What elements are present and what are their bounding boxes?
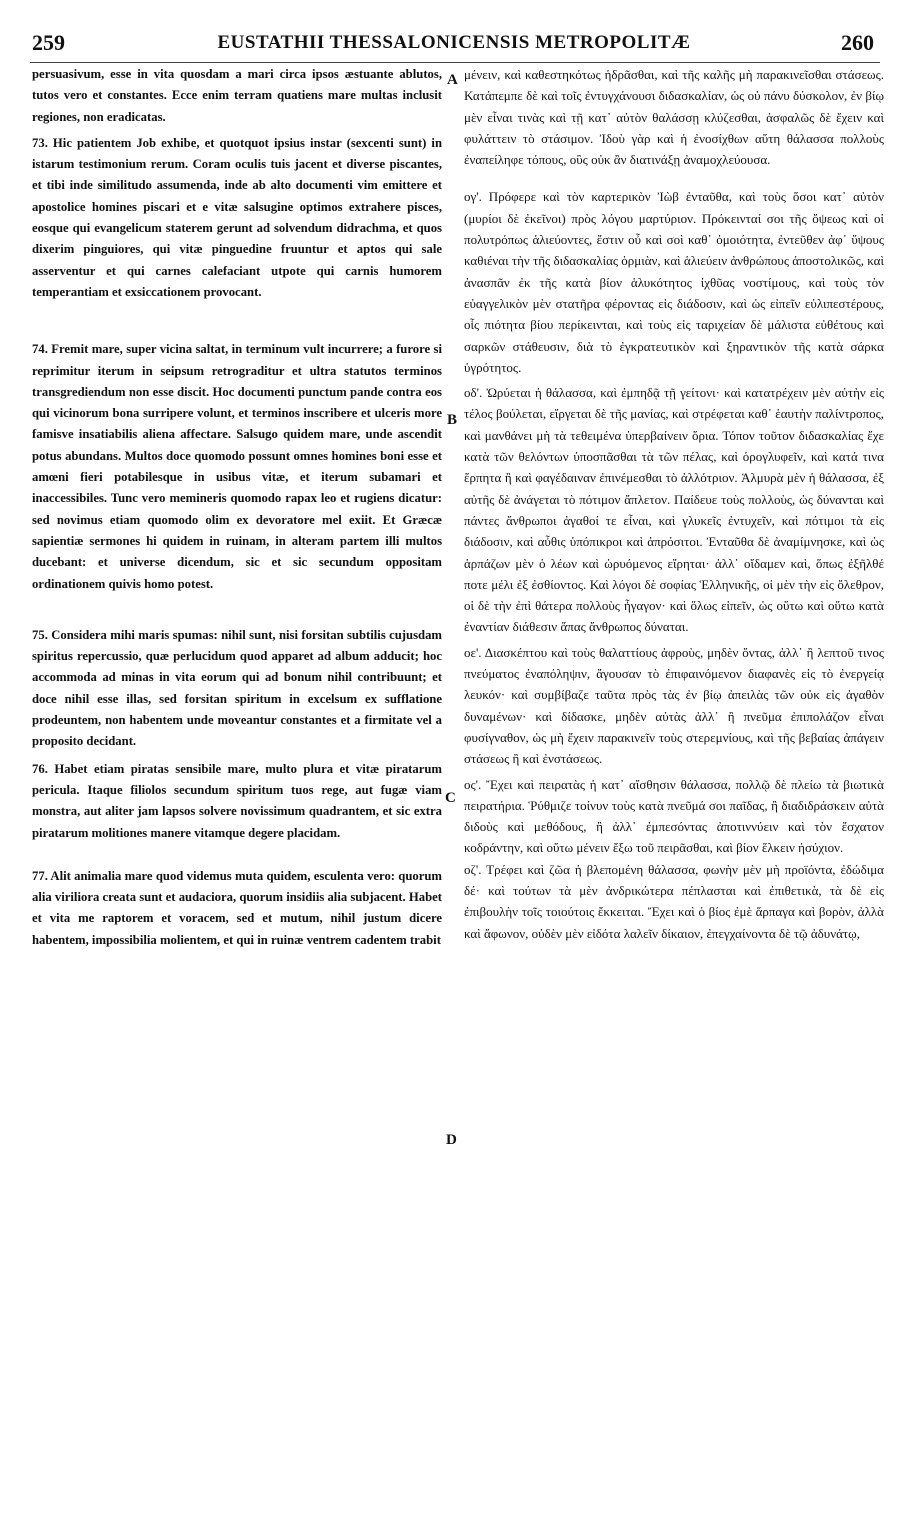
latin-paragraph: persuasivum, esse in vita quosdam a mari circa ipsos æstuante ablutos, tutos vero et constantes. Ecce enim terram quatiens mare multas inclusit regiones, non eradicatas. — [32, 67, 442, 124]
section-marker: D — [446, 1132, 457, 1148]
latin-paragraph: 73. Hic patientem Job exhibe, et quotquot ipsius instar (sexcenti sunt) in istarum testimonium rerum. Coram oculis tuis jacent et diverse piscantes, et tibi inde similitudo assumenda, inde ab alto documenti vim emittere et apostolice homines piscari et e vitæ salsugine optimos extrahere pisces, eosque qui evangelicum staterem gerunt ad solvendum didrachma, et quos dixerim pinguiores, qui vitæ pinguedine fruuntur et aptos qui sale asserventur et qui carnes calefaciant utpote qui carnis humorem temperantiam et exsiccationem provocant. — [32, 135, 442, 299]
greek-paragraph: οζ'. Τρέφει καὶ ζῶα ἡ βλεπομένη θάλασσα, φωνὴν μὲν μὴ προϊόντα, ἐδώδιμα δέ· καὶ τούτων τὰ μὲν ἀνδρικώτερα πέπλασται καὶ ἐπιθετικὰ, τὰ δὲ εἰς ἐπιβουλὴν τοῖς τοιούτοις ἔκκειται. Ἔχει καὶ ὁ βίος ἐμὲ ἅρπαγα καὶ βορὸν, ἀλλὰ καὶ ἄφωνον, οὐδὲν μὲν εἰδότα λαλεῖν δίκαιον, ἐπεγχαίνοντα δὲ τῷ ἀδυνάτῳ, — [464, 861, 884, 941]
section-marker: A — [447, 72, 458, 88]
running-header — [28, 30, 880, 60]
section-marker: B — [447, 412, 458, 428]
latin-paragraph: 76. Habet etiam piratas sensibile mare, multo plura et vitæ piratarum pericula. Itaque filiolos secundum spiritum tuos rege, aut fugæ viam monstra, aut aliter jam lapsos solvere novissimum quadrantem, et sic extra piratarum molitiones manere vitamque degere placidam. — [32, 761, 442, 840]
greek-column — [464, 64, 884, 944]
greek-paragraph: οε'. Διασκέπτου καὶ τοὺς θαλαττίους ἀφροὺς, μηδὲν ὄντας, ἀλλ᾽ ἢ λεπτοῦ τινος πνεύματος ἐναπόληψιν, ἄγουσαν τὸ ἐπιφαινόμενον διαφανὲς εἰς τὸ ἐνεργείᾳ λευκόν· καὶ συμβίβαζε ταῦτα πρὸς τὰς ἐν βίῳ ἀπειλὰς τῶν οὐκ εἰς ἀγαθὸν δυναμένων· καὶ δίδασκε, μηδὲν αὐτὰς ἀλλ᾽ ἢ πνεῦμα ἐπιπολάζον εἶναι φυσίγναθον, ὡς μὴ ἔχειν παρακινεῖν τοὺς στερεμνίους, καὶ τῆς βεβαίας ἀπάγειν στάσεως ἢ καὶ ἐνστάσεως. — [464, 644, 884, 767]
latin-column — [32, 64, 442, 951]
page-number-left: 259 — [32, 30, 65, 55]
latin-paragraph: 74. Fremit mare, super vicina saltat, in terminum vult incurrere; a furore si reprimitur iterum in seipsum retrograditur et ultra statutos terminos transgrediendum non esse discit. Hoc documenti punctum pande contra eos qui vicinorum bona surripere volunt, et terminos inscribere et ulceris more famisve insatiabilis aliena affectare. Salsugo quidem mare, unde ascendit potus abundans. Multos doce quomodo possunt omnes homines boni esse et amœni fieri potabilesque in usibus vitæ, et iterum subamari et inaccessibiles. Tunc vero memineris quomodo rapax leo et rugiens dicatur: sed novimus etiam quomodo olim ex devoratore mel exiit. Et Græcæ sapientiæ sermones hi quidem in ruinam, in alteram partem illi multos ducebant: et universe dicendum, sic et sic secundum oppositam ordinationem quivis homo potest. — [32, 342, 442, 591]
greek-paragraph: ογ'. Πρόφερε καὶ τὸν καρτερικὸν Ἰὼβ ἐνταῦθα, καὶ τοὺς ὅσοι κατ᾽ αὐτὸν (μυρίοι δὲ ἐκεῖνοι) πρὸς λόγου μαρτύριον. Πρόκεινταί σοι τῆς ὄψεως καὶ οἱ πολυτρόπως ἁλιεύοντες, ἔστιν οὖ καὶ σοὶ καθ᾽ ὁμοιότητα, ἐντεῦθεν ἀφ᾽ ὕψους καθιέναι τὴν τῆς διδασκαλίας ὁρμιὰν, καὶ ἁλιεύειν ἀνθρώπους ἀποστολικῶς, καὶ ἀνασπᾶν ἐκ τῆς κατὰ βίον ἁλυκότητος ἰχθῦας νοστίμους, καὶ τοὺς τὸν εὐαγγελικὸν μὲν στατῆρα φέροντας εἰς διάδοσιν, καὶ ὡς εἰπεῖν εὐλιπεστέρους, οἷς πιότητα βίου περίκεινται, καὶ τοὺς εἰς ταριχείαν δὲ μάλιστα εὐθέτους καὶ σαρκῶν στάθευσιν, διὰ τὸ ἐγκρατευτικὸν καὶ ξηραντικὸν τῆς κατὰ σάρκα ὑγρότητος. — [464, 189, 884, 375]
page-number-right: 260 — [841, 30, 874, 55]
header-rule — [30, 62, 880, 63]
greek-paragraph: ος'. Ἔχει καὶ πειρατὰς ἡ κατ᾽ αἴσθησιν θάλασσα, πολλῷ δὲ πλείω τὰ βιωτικὰ πειρατήρια. Ῥύθμιζε τοίνυν τοὺς κατὰ πνεῦμά σοι παῖδας, ἢ διαδιδράσκειν αὐτὰ διδοὺς καὶ μεθόδους, ἢ ἀλλ᾽ ἐμπεσόντας ἀποτιννύειν καὶ τὸν ἔσχατον κοδράντην, καὶ οὕτω μένειν ἔξω τοῦ πειρᾶσθαι, καὶ βίον ἕλκειν ἡσύχιον. — [464, 776, 884, 856]
latin-paragraph: 75. Considera mihi maris spumas: nihil sunt, nisi forsitan subtilis cujusdam spiritus repercussio, quæ perlucidum quod apparet ad album adducit; hoc accommoda ad minas in vita eorum qui ad bonum nihil contribuunt; et doce nihil esse illas, sed forsitan spiritum in excelsum ex sufflatione prodeuntem, non habentem unde moveantur constantes et a firmitate vel a proposito decidant. — [32, 627, 442, 749]
section-marker: C — [445, 790, 456, 806]
greek-paragraph: μένειν, καὶ καθεστηκότως ἡδρᾶσθαι, καὶ τῆς καλῆς μὴ παρακινεῖσθαι στάσεως. Κατάπεμπε δὲ καὶ τοῖς ἐντυγχάνουσι διδασκαλίαν, ὡς οὐ πάνυ δύσκολον, ἐν βίῳ μὲν εἶναι τινὰς καὶ τῇ κατ᾽ αὐτὸν θαλάσσῃ κλύζεσθαι, ἀσφαλῶς δὲ ἔχειν καὶ φυλάττειν τὸ στάσιμον. Ἰδοὺ γὰρ καὶ ἡ ἐνοσίχθων αὕτη θάλασσα πολλοὺς ἐναπείληφε τόπους, οὓς οὐκ ἂν διατινάξῃ ἀναμοχλεύουσα. — [464, 67, 884, 168]
greek-paragraph: οδ'. Ὠρύεται ἡ θάλασσα, καὶ ἐμπηδᾷ τῇ γείτονι· καὶ κατατρέχειν μὲν αὐτὴν εἰς τέλος βούλεται, εἴργεται δὲ τῆς μανίας, καὶ στρέφεται καθ᾽ ἑαυτὴν παλίντροπος, καὶ μανθάνει μὴ τὰ τεθειμένα ὑπερβαίνειν ὅρια. Τόπον τοῦτον διδασκαλίας ἔχε κατὰ τῶν θελόντων ὑποσπᾶσθαι τὰ τῶν πέλας, καὶ ὁρογλυφεῖν, καὶ κατά τινα ἕρπητα ἢ καὶ φαγέδαιναν ἐπινέμεσθαι τὸ ἀλλότριον. Ἁλμυρὰ μὲν ἡ θάλασσα, ἐξ αὐτῆς δὲ ἀνάγεται τὸ πότιμον ἄπλετον. Παίδευε τοὺς πολλοὺς, ὡς δύνανται καὶ πάντες ἄνθρωποι ἀγαθοί τε εἶναι, καὶ γλυκεῖς ἐντυχεῖν, καὶ πότιμοι τὰ εἰς διάδοσιν, καὶ αὖθις ὑπόπικροι καὶ ἀπρόσιτοι. Ἐνταῦθα δὲ ἀναμίμνησκε, καὶ ὡς ἁρπάζων μὲν ὁ λέων καὶ ὠρυόμενος εἴρηται· ἀλλ᾽ οἴδαμεν καὶ, ὅπως ἐξῆλθέ ποτε μέλι ἐξ ἐσθίοντος. Καὶ λόγοι δὲ σοφίας Ἑλληνικῆς, οἱ μὲν τὴν εἰς ὄλεθρον, οἱ δὲ τὴν ἐπὶ θάτερα πολλοὺς ἦγαγον· καὶ ὅλως εἰπεῖν, ὡς οὕτω καὶ οὕτω κατὰ ἐναντίαν διάθεσιν ἅπας ἄνθρωπος δύναται. — [464, 385, 884, 635]
latin-paragraph: 77. Alit animalia mare quod videmus muta quidem, esculenta vero: quorum alia viriliora creata sunt et audaciora, quorum insidiis alia subjacent. Habet et vita me raptorem et voracem, sed et mutum, nihil justum dicere habentem, impossibilia molientem, et qui in ruinæ ventrem cadentem trabit — [32, 868, 443, 947]
running-title: EUSTATHII THESSALONICENSIS METROPOLITÆ — [217, 32, 691, 53]
